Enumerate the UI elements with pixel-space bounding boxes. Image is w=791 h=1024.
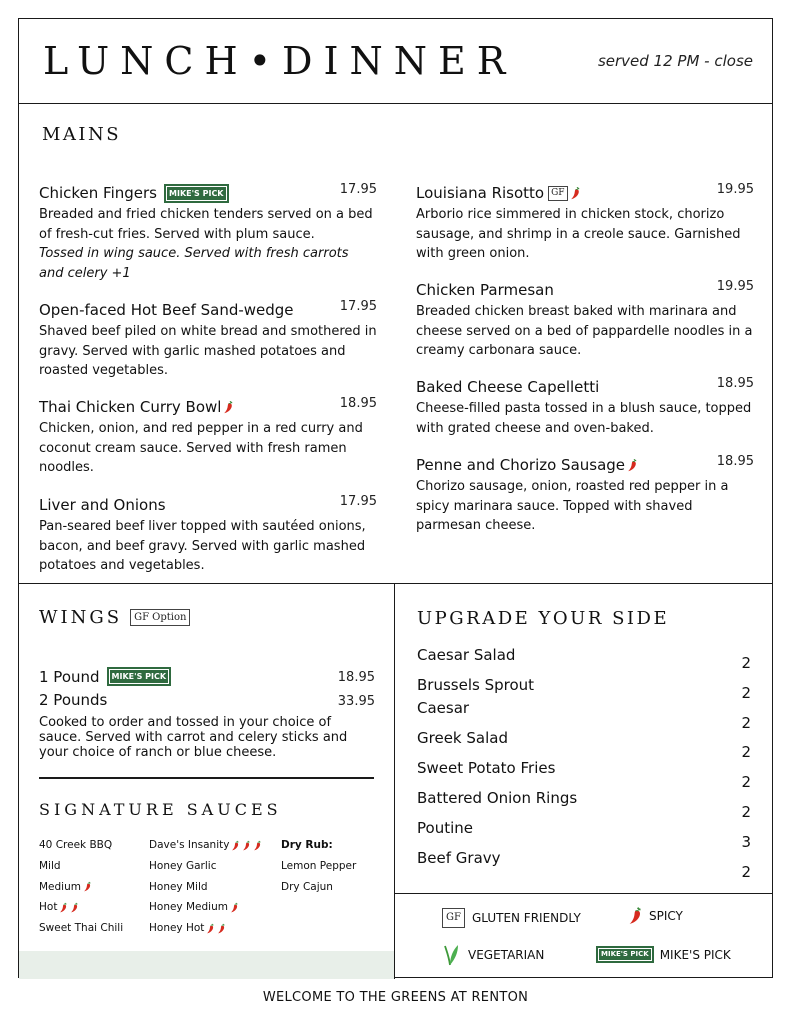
item-note: Tossed in wing sauce. Served with fresh carrots and celery +1 — [39, 246, 349, 281]
menu-item — [416, 376, 754, 438]
side-price: 2 — [741, 802, 751, 821]
legend-label: GLUTEN FRIENDLY — [471, 911, 581, 925]
side-name: Brussels Sprout Caesar — [417, 676, 535, 717]
sauce-item: Medium — [39, 877, 123, 898]
item-price: 19.95 — [716, 182, 754, 197]
legend-label: MIKE'S PICK — [659, 947, 731, 962]
dry-rub-column — [281, 835, 356, 897]
side-name: Sweet Potato Fries — [417, 759, 556, 777]
menu-item — [39, 494, 377, 576]
item-description: Shaved beef piled on white bread and smothered in gravy. Served with garlic mashed potatoes and roasted vegetables. — [39, 324, 377, 378]
side-price: 2 — [741, 743, 751, 762]
sauce-item: Dry Cajun — [281, 880, 333, 893]
legend-spicy — [628, 906, 683, 925]
sauces-title: SIGNATURE SAUCES — [39, 800, 282, 819]
chili-pepper-icon — [570, 186, 581, 200]
menu-title: LUNCH•DINNER — [43, 39, 517, 83]
chili-pepper-icon — [206, 923, 215, 934]
dry-rub-label: Dry Rub: — [281, 839, 333, 851]
chili-pepper-icon — [230, 902, 239, 913]
item-description: Cheese-filled pasta tossed in a blush sauce, topped with grated cheese and oven-baked. — [416, 401, 752, 436]
wings-price: 18.95 — [337, 670, 375, 685]
mikes-pick-badge: MIKE'S PICK — [164, 184, 229, 203]
menu-item — [416, 182, 754, 264]
item-description: Pan-seared beef liver topped with sautéed onions, bacon, and beef gravy. Served with garlic mashed potatoes and vegetables. — [39, 519, 366, 573]
sauce-item: Honey Mild — [149, 880, 208, 893]
gluten-friendly-badge: GF — [442, 908, 465, 928]
chili-pepper-icon — [627, 458, 638, 472]
wings-size: 2 Pounds — [39, 691, 108, 709]
menu-frame — [18, 18, 773, 978]
item-price: 17.95 — [339, 182, 377, 197]
mikes-pick-badge: MIKE'S PICK — [107, 667, 172, 686]
chili-pepper-icon — [217, 923, 226, 934]
side-name: Greek Salad — [417, 729, 508, 747]
wings-size: 1 Pound — [39, 667, 100, 686]
menu-item — [416, 454, 754, 536]
sauces-column — [149, 835, 262, 939]
sauce-item: 40 Creek BBQ — [39, 839, 113, 851]
chili-pepper-icon — [242, 840, 251, 851]
mains-section — [19, 104, 772, 584]
wings-description: Cooked to order and tossed in your choice of sauce. Served with carrot and celery sticks and your choice of ranch or blue cheese. — [39, 715, 348, 760]
legend — [395, 894, 772, 979]
item-description: Arborio rice simmered in chicken stock, chorizo sausage, and shrimp in a creole sauce. Garnished with green onion. — [416, 207, 741, 261]
chili-pepper-icon — [253, 840, 262, 851]
side-price: 3 — [741, 832, 751, 851]
chili-pepper-icon — [83, 881, 92, 892]
item-name: Penne and Chorizo Sausage — [416, 456, 626, 474]
item-description: Breaded and fried chicken tenders served on a bed of fresh-cut fries. Served with plum sauce. — [39, 207, 373, 242]
item-price: 18.95 — [716, 454, 754, 469]
mains-title: MAINS — [42, 124, 122, 145]
mikes-pick-badge: MIKE'S PICK — [596, 946, 654, 963]
served-hours: served 12 PM - close — [597, 52, 753, 70]
wings-heading — [39, 607, 190, 628]
item-price: 18.95 — [339, 396, 377, 411]
footer-welcome: WELCOME TO THE GREENS AT RENTON — [262, 990, 529, 1005]
item-name: Chicken Parmesan — [416, 281, 554, 299]
sauce-item: Hot — [39, 897, 123, 918]
wings-row — [39, 667, 375, 689]
menu-item — [39, 182, 377, 283]
sauce-item: Honey Hot — [149, 918, 262, 939]
item-name: Liver and Onions — [39, 496, 166, 514]
decorative-band — [19, 951, 394, 979]
item-price: 19.95 — [716, 279, 754, 294]
sauce-item: Honey Garlic — [149, 859, 217, 872]
sauce-item: Sweet Thai Chili — [39, 922, 124, 935]
chili-pepper-icon — [231, 840, 240, 851]
sauces-column — [39, 835, 123, 939]
item-description: Chorizo sausage, onion, roasted red pepper in a spicy marinara sauce. Topped with shaved parmesan cheese. — [416, 479, 729, 533]
item-description: Breaded chicken breast baked with marinara and cheese served on a bed of pappardelle noodles in a creamy carbonara sauce. — [416, 304, 753, 358]
side-price: 2 — [741, 654, 751, 672]
legend-mikes-pick — [596, 946, 731, 963]
sauce-item: Lemon Pepper — [281, 859, 357, 872]
chili-pepper-icon — [223, 400, 234, 414]
side-name: Caesar Salad — [417, 646, 516, 664]
item-name: Baked Cheese Capelletti — [416, 378, 600, 396]
wings-row — [39, 691, 375, 713]
menu-item — [39, 299, 377, 381]
side-prices — [741, 649, 751, 887]
side-price: 2 — [741, 862, 751, 881]
side-price: 2 — [741, 683, 751, 702]
side-name: Beef Gravy — [417, 849, 501, 867]
sauce-item: Dave's Insanity — [149, 835, 262, 856]
sauce-item: Honey Medium — [149, 897, 262, 918]
item-price: 17.95 — [339, 494, 377, 509]
side-name: Battered Onion Rings — [417, 789, 578, 807]
wings-section — [19, 584, 395, 979]
upgrade-side-section — [395, 584, 772, 894]
menu-item — [39, 396, 377, 478]
item-name: Louisiana Risotto — [416, 184, 545, 202]
wings-title: WINGS — [39, 607, 123, 628]
legend-label: VEGETARIAN — [468, 948, 545, 962]
upgrade-side-title: UPGRADE YOUR SIDE — [417, 608, 670, 629]
chili-pepper-icon — [70, 902, 79, 913]
sauce-item: Mild — [39, 859, 61, 872]
menu-item — [416, 279, 754, 361]
leaf-icon — [442, 944, 460, 966]
wings-price: 33.95 — [337, 694, 375, 709]
item-description: Chicken, onion, and red pepper in a red curry and coconut cream sauce. Served with fresh ramen noodles. — [39, 421, 363, 475]
legend-gluten — [442, 908, 581, 928]
item-price: 17.95 — [339, 299, 377, 314]
divider — [39, 777, 374, 779]
legend-label: SPICY — [649, 908, 683, 923]
item-price: 18.95 — [716, 376, 754, 391]
legend-vegetarian — [442, 944, 544, 966]
side-price: 2 — [741, 713, 751, 732]
gluten-friendly-badge: GF — [548, 186, 567, 201]
chili-pepper-icon — [59, 902, 68, 913]
side-name: Poutine — [417, 819, 473, 837]
item-name: Chicken Fingers — [39, 184, 157, 202]
gf-option-badge: GF Option — [130, 609, 190, 626]
item-name: Thai Chicken Curry Bowl — [39, 398, 222, 416]
side-list — [417, 644, 667, 877]
chili-pepper-icon — [628, 906, 643, 925]
menu-header — [19, 19, 772, 104]
side-price: 2 — [741, 773, 751, 792]
item-name: Open-faced Hot Beef Sand-wedge — [39, 301, 294, 319]
